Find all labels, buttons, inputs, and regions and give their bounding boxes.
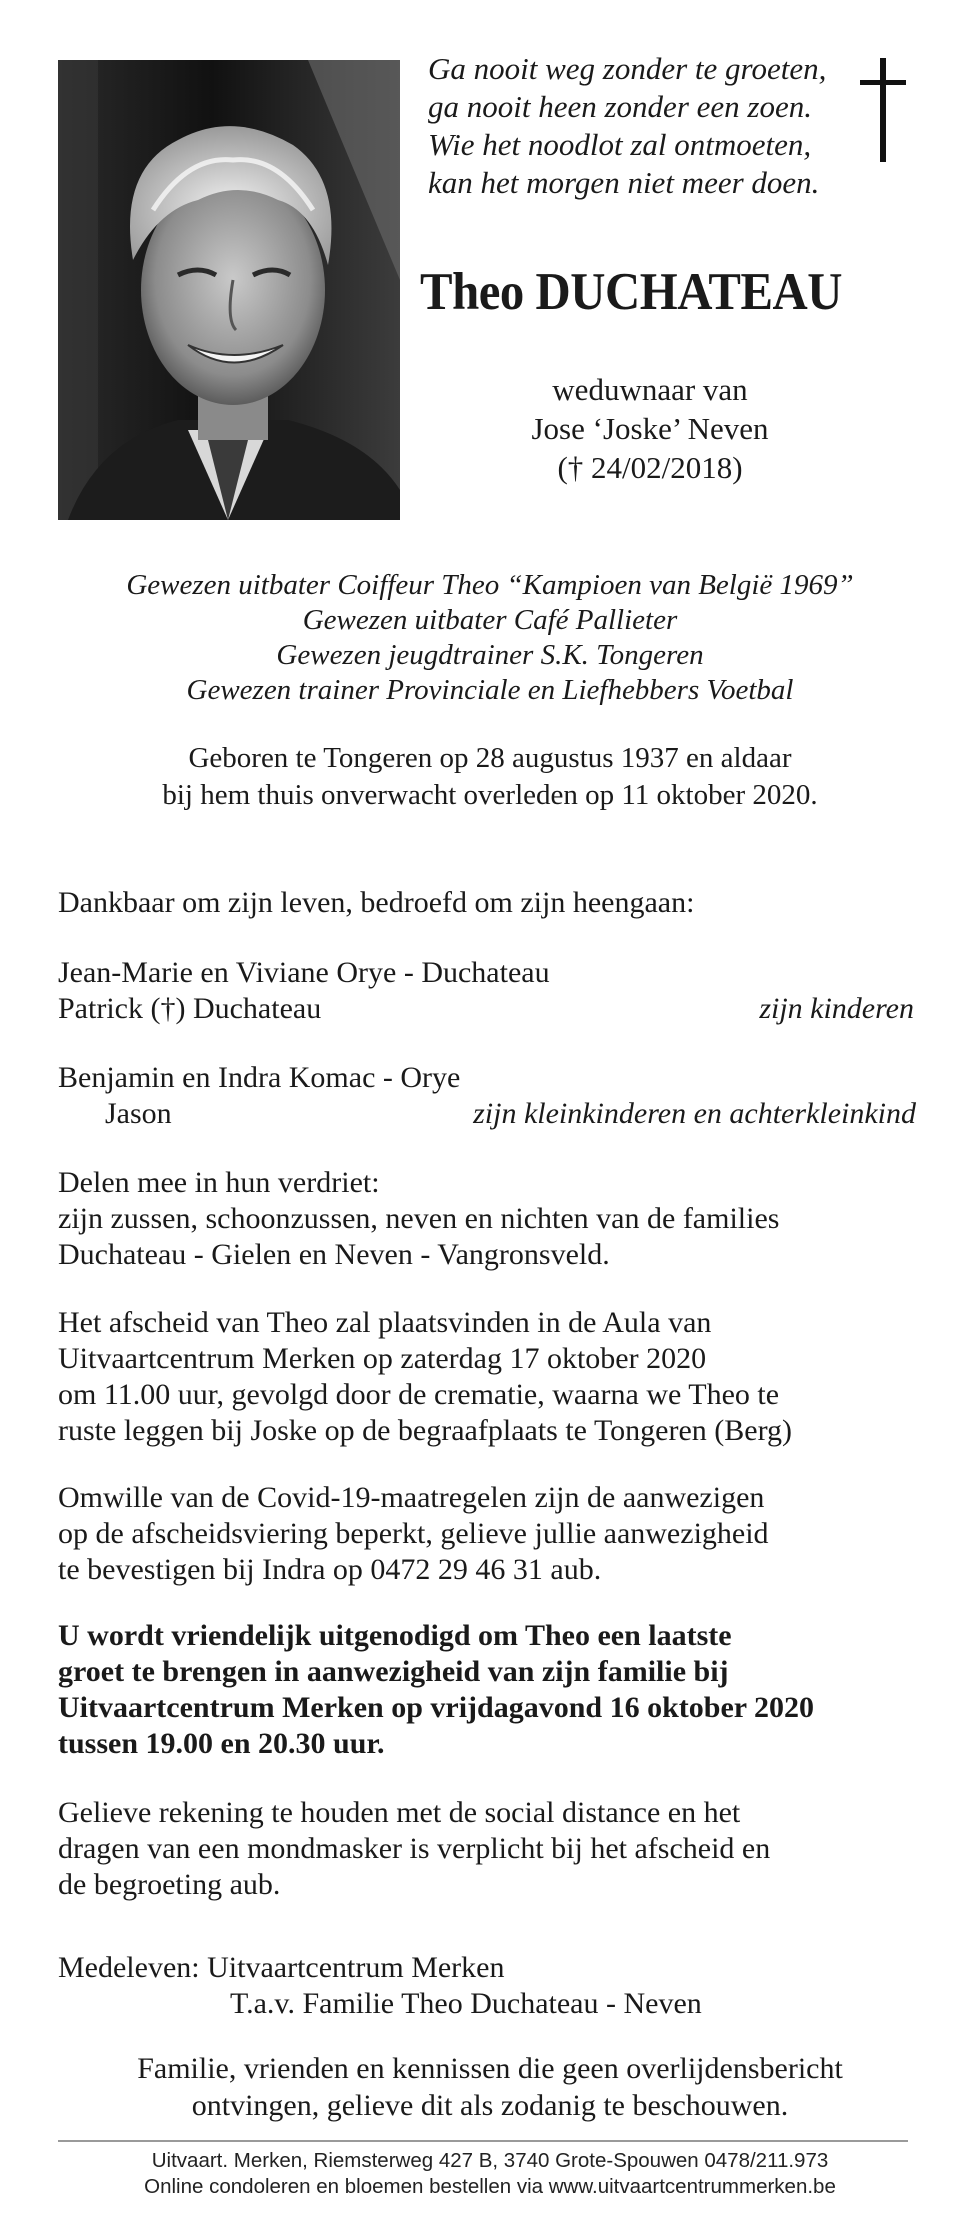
invitation-line: groet te brengen in aanwezigheid van zijn familie bij [58, 1655, 729, 1688]
deceased-name: Theo DUCHATEAU [420, 263, 843, 321]
grandchildren-role: zijn kleinkinderen en achterkleinkind [473, 1097, 916, 1130]
closing-note [0, 2050, 980, 2124]
poem-line: ga nooit heen zonder een zoen. [428, 89, 812, 124]
distance-line: dragen van een mondmasker is verplicht bij het afscheid en [58, 1832, 771, 1865]
condolences-block [58, 1950, 928, 2022]
farewell-line: Het afscheid van Theo zal plaatsvinden in de Aula van [58, 1306, 712, 1339]
grandchildren-row [58, 1096, 928, 1132]
invitation-line: U wordt vriendelijk uitgenodigd om Theo een laatste [58, 1619, 732, 1652]
children-name: Patrick (†) Duchateau [58, 992, 322, 1025]
career-list [0, 568, 980, 708]
footer-divider [58, 2140, 908, 2142]
widow-line: († 24/02/2018) [557, 450, 743, 485]
farewell-line: Uitvaartcentrum Merken op zaterdag 17 oktober 2020 [58, 1342, 707, 1375]
covid-line: op de afscheidsviering beperkt, gelieve jullie aanwezigheid [58, 1517, 769, 1550]
children-row [58, 955, 928, 991]
footer-address: Uitvaart. Merken, Riemsterweg 427 B, 3740 Grote-Spouwen 0478/211.973 [151, 2149, 829, 2172]
birth-death-notice [0, 740, 980, 814]
footer [0, 2148, 980, 2200]
family-line: zijn zussen, schoonzussen, neven en nichten van de families [58, 1202, 780, 1235]
covid-block [58, 1480, 928, 1588]
covid-line: te bevestigen bij Indra op 0472 29 46 31 aub. [58, 1553, 602, 1586]
mourners-intro [58, 885, 928, 921]
career-line: Gewezen trainer Provinciale en Liefhebbers Voetbal [186, 674, 794, 706]
birth-death-line: Geboren te Tongeren op 28 augustus 1937 en aldaar [188, 742, 792, 774]
invitation-block [58, 1618, 928, 1762]
condolences-label: Medeleven: Uitvaartcentrum Merken [58, 1951, 505, 1984]
covid-line: Omwille van de Covid-19-maatregelen zijn de aanwezigen [58, 1481, 765, 1514]
condolences-attn: T.a.v. Familie Theo Duchateau - Neven [230, 1987, 702, 2020]
career-line: Gewezen uitbater Café Pallieter [302, 604, 678, 636]
footer-website: Online condoleren en bloemen bestellen via www.uitvaartcentrummerken.be [144, 2175, 836, 2198]
grandchildren-name: Benjamin en Indra Komac - Orye [58, 1061, 461, 1094]
family-line: Delen mee in hun verdriet: [58, 1166, 380, 1199]
farewell-line: ruste leggen bij Joske op de begraafplaats te Tongeren (Berg) [58, 1414, 793, 1447]
intro-line: Dankbaar om zijn leven, bedroefd om zijn heengaan: [58, 886, 695, 919]
widow-info [420, 370, 880, 487]
widow-line: Jose ‘Joske’ Neven [531, 411, 769, 446]
invitation-line: tussen 19.00 en 20.30 uur. [58, 1727, 385, 1760]
family-line: Duchateau - Gielen en Neven - Vangronsveld. [58, 1238, 610, 1271]
portrait-photo [58, 60, 400, 520]
children-role: zijn kinderen [759, 992, 914, 1025]
distance-line: Gelieve rekening te houden met de social distance en het [58, 1796, 741, 1829]
poem-line: Ga nooit weg zonder te groeten, [428, 51, 827, 86]
closing-line: ontvingen, gelieve dit als zodanig te beschouwen. [191, 2089, 789, 2122]
career-line: Gewezen jeugdtrainer S.K. Tongeren [276, 639, 704, 671]
poem-line: kan het morgen niet meer doen. [428, 165, 820, 200]
invitation-line: Uitvaartcentrum Merken op vrijdagavond 16 oktober 2020 [58, 1691, 815, 1724]
grandchildren-name: Jason [105, 1097, 172, 1130]
widow-line: weduwnaar van [552, 372, 748, 407]
birth-death-line: bij hem thuis onverwacht overleden op 11 oktober 2020. [162, 779, 818, 811]
closing-line: Familie, vrienden en kennissen die geen overlijdensbericht [137, 2052, 843, 2085]
cross-icon [860, 58, 906, 162]
grandchildren-row [58, 1060, 928, 1096]
distance-block [58, 1795, 928, 1903]
farewell-block [58, 1305, 928, 1449]
children-row [58, 991, 928, 1027]
children-name: Jean-Marie en Viviane Orye - Duchateau [58, 956, 550, 989]
poem [428, 50, 868, 202]
distance-line: de begroeting aub. [58, 1868, 281, 1901]
farewell-line: om 11.00 uur, gevolgd door de crematie, waarna we Theo te [58, 1378, 780, 1411]
poem-line: Wie het noodlot zal ontmoeten, [428, 127, 812, 162]
grandchildren-block [58, 1060, 928, 1132]
family-block [58, 1165, 928, 1273]
children-block [58, 955, 928, 1027]
career-line: Gewezen uitbater Coiffeur Theo “Kampioen van België 1969” [126, 569, 854, 601]
